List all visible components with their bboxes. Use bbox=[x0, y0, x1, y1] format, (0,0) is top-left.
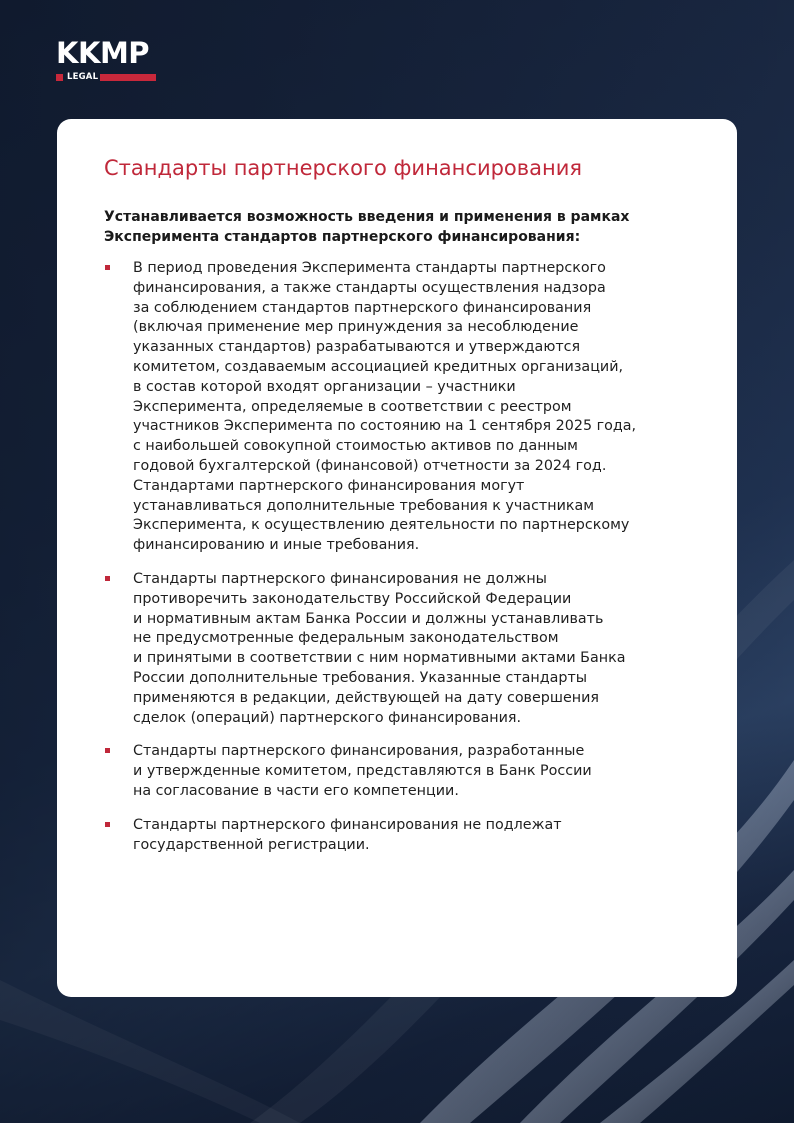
list-item-text-line: финансирования, а также стандарты осуществления надзора bbox=[133, 279, 606, 296]
logo-red-square bbox=[56, 74, 63, 81]
list-item-text-line: Стандартами партнерского финансирования могут bbox=[133, 477, 525, 494]
list-item-text-line: комитетом, создаваемым ассоциацией кредитных организаций, bbox=[133, 358, 624, 375]
list-item-text-line: и утвержденные комитетом, представляются в Банк России bbox=[133, 763, 592, 780]
logo-red-bar bbox=[100, 74, 156, 81]
content-card bbox=[57, 119, 737, 997]
list-item-text-line: финансированию и иные требования. bbox=[133, 537, 420, 554]
list-item bbox=[104, 816, 704, 856]
bullet-square-icon bbox=[105, 265, 110, 270]
bullet-square-icon bbox=[105, 822, 110, 827]
list-item-text-line: В период проведения Эксперимента стандарты партнерского bbox=[133, 260, 606, 276]
list-item-text-line: и принятыми в соответствии с ним нормативными актами Банка bbox=[133, 650, 626, 667]
page-title: Стандарты партнерского финансирования bbox=[104, 156, 583, 180]
bullet-square-icon bbox=[105, 576, 110, 581]
list-item bbox=[104, 742, 704, 801]
list-item-text-line: Стандарты партнерского финансирования не подлежат bbox=[133, 816, 562, 833]
list-item-text-line: противоречить законодательству Российской Федерации bbox=[133, 590, 572, 607]
intro-line: Устанавливается возможность введения и применения в рамках bbox=[104, 209, 630, 225]
list-item bbox=[104, 570, 704, 728]
list-item-text-line: в состав которой входят организации – участники bbox=[133, 378, 516, 395]
logo-wordmark: KKMP bbox=[56, 36, 150, 70]
list-item-text-line: Стандарты партнерского финансирования, разработанные bbox=[133, 743, 585, 760]
list-item-text-line: (включая применение мер принуждения за несоблюдение bbox=[133, 319, 579, 336]
list-item-text-line: на согласование в части его компетенции. bbox=[133, 782, 459, 799]
list-item-text-line: применяются в редакции, действующей на дату совершения bbox=[133, 689, 599, 706]
list-item-text-line: участников Эксперимента по состоянию на 1 сентября 2025 года, bbox=[133, 418, 637, 435]
list-item-text-line: годовой бухгалтерской (финансовой) отчетности за 2024 год. bbox=[133, 457, 607, 474]
logo-legal-label: LEGAL bbox=[67, 72, 99, 82]
list-item-text-line: государственной регистрации. bbox=[133, 836, 370, 853]
list-item-text-line: указанных стандартов) разрабатываются и утверждаются bbox=[133, 339, 581, 356]
list-item-text-line: Стандарты партнерского финансирования не должны bbox=[133, 570, 547, 587]
bullet-square-icon bbox=[105, 748, 110, 753]
list-item-text-line: сделок (операций) партнерского финансирования. bbox=[133, 709, 522, 726]
list-item-text-line: Эксперимента, к осуществлению деятельности по партнерскому bbox=[133, 517, 630, 534]
list-item bbox=[104, 259, 704, 556]
list-item-text-line: с наибольшей совокупной стоимостью активов по данным bbox=[133, 438, 578, 455]
list-item-text-line: Эксперимента, определяемые в соответствии с реестром bbox=[133, 398, 572, 415]
list-item-text-line: не предусмотренные федеральным законодательством bbox=[133, 630, 559, 647]
list-item-text-line: России дополнительные требования. Указанные стандарты bbox=[133, 669, 588, 686]
kkmp-legal-logo bbox=[56, 38, 158, 88]
list-item-text-line: и нормативным актам Банка России и должны устанавливать bbox=[133, 610, 604, 627]
list-item-text-line: устанавливаться дополнительные требования к участникам bbox=[133, 497, 595, 514]
list-item-text-line: за соблюдением стандартов партнерского финансирования bbox=[133, 299, 592, 316]
intro-line: Эксперимента стандартов партнерского финансирования: bbox=[104, 229, 581, 245]
intro-paragraph bbox=[104, 207, 694, 247]
bullet-list bbox=[104, 259, 704, 869]
